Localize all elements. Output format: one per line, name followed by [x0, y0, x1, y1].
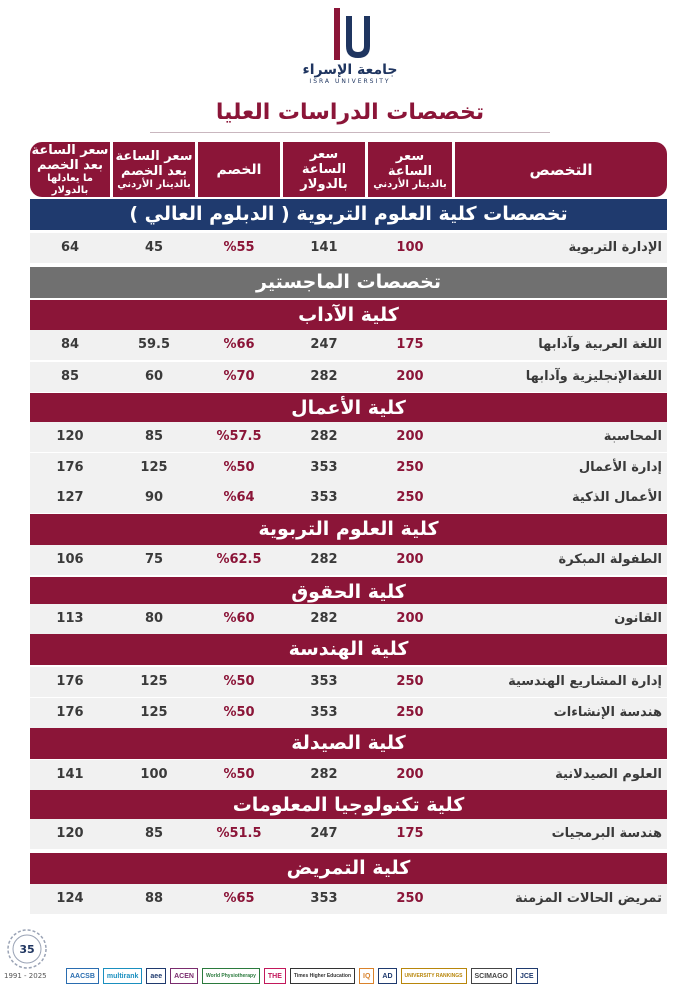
- cell-after-usd: 120: [56, 826, 84, 841]
- table-row: [30, 698, 667, 728]
- table-row: [30, 760, 667, 790]
- header-price-usd: [283, 142, 365, 197]
- cell-after-usd: 113: [56, 611, 84, 626]
- cell-after-usd: 176: [56, 705, 84, 720]
- ranking-logo: THE: [264, 968, 286, 984]
- table-row: [30, 545, 667, 575]
- cell-price-usd: 247: [310, 826, 338, 841]
- logo-arabic-name: جامعة الإسراء: [302, 62, 398, 78]
- cell-discount: %64: [223, 490, 255, 505]
- header-price-jod: [368, 142, 452, 197]
- cell-specialization: المحاسبة: [603, 429, 662, 444]
- cell-after-jod: 45: [144, 240, 164, 255]
- section-banner-masters: تخصصات الماجستير: [30, 267, 667, 298]
- header-after-usd-line1: سعر الساعة: [31, 142, 109, 158]
- ranking-logo: SCIMAGO: [471, 968, 512, 984]
- cell-after-usd: 176: [56, 674, 84, 689]
- cell-price-usd: 353: [310, 891, 338, 906]
- cell-specialization: هندسة الإنشاءات: [553, 705, 662, 720]
- cell-price-jod: 250: [396, 460, 424, 475]
- rankings-logo-strip: [66, 966, 696, 986]
- table-row: [30, 330, 667, 360]
- section-banner-arts: كلية الآداب: [30, 300, 667, 331]
- isra-logo-icon: [320, 6, 380, 62]
- cell-after-jod: 125: [140, 674, 168, 689]
- cell-after-usd: 106: [56, 552, 84, 567]
- section-banner-education: كلية العلوم التربوية: [30, 514, 667, 545]
- cell-after-usd: 85: [60, 369, 80, 384]
- cell-discount: %50: [223, 767, 255, 782]
- ranking-logo: AD: [378, 968, 396, 984]
- cell-discount: %62.5: [216, 552, 262, 567]
- cell-price-usd: 282: [310, 552, 338, 567]
- cell-price-usd: 282: [310, 611, 338, 626]
- anniversary-years: 1991 - 2025: [4, 972, 47, 980]
- table-row: [30, 362, 667, 392]
- cell-price-jod: 200: [396, 611, 424, 626]
- logo-english-name: ISRA UNIVERSITY: [309, 78, 391, 85]
- cell-price-usd: 353: [310, 674, 338, 689]
- table-row: [30, 604, 667, 634]
- cell-discount: %50: [223, 460, 255, 475]
- cell-price-usd: 141: [310, 240, 338, 255]
- cell-after-jod: 125: [140, 460, 168, 475]
- cell-specialization: القانون: [614, 611, 662, 626]
- cell-price-jod: 175: [396, 337, 424, 352]
- cell-after-usd: 127: [56, 490, 84, 505]
- cell-price-jod: 250: [396, 674, 424, 689]
- ranking-logo: AACSB: [66, 968, 99, 984]
- cell-price-usd: 282: [310, 767, 338, 782]
- header-after-discount-jod: [113, 142, 195, 197]
- cell-specialization: الأعمال الذكية: [571, 490, 662, 505]
- cell-specialization: اللغة العربية وآدابها: [538, 337, 662, 352]
- header-price-usd-line2: الساعة: [301, 162, 347, 177]
- cell-after-jod: 60: [144, 369, 164, 384]
- cell-discount: %51.5: [216, 826, 262, 841]
- table-row: [30, 819, 667, 849]
- ranking-logo: IQ: [359, 968, 374, 984]
- cell-after-jod: 85: [144, 826, 164, 841]
- table-row: [30, 884, 667, 914]
- section-banner-nursing: كلية التمريض: [30, 853, 667, 884]
- section-banner-it: كلية تكنولوجيا المعلومات: [30, 790, 667, 821]
- ranking-logo: UNIVERSITY RANKINGS: [401, 968, 467, 984]
- section-banner-higher-diploma: تخصصات كلية العلوم التربوية ( الدبلوم العالي ): [30, 199, 667, 230]
- header-after-discount-usd: [30, 142, 110, 197]
- cell-price-jod: 200: [396, 552, 424, 567]
- table-row: [30, 483, 667, 513]
- cell-specialization: اللغةالإنجليزية وآدابها: [525, 369, 662, 384]
- cell-after-jod: 85: [144, 429, 164, 444]
- cell-after-jod: 125: [140, 705, 168, 720]
- cell-specialization: هندسة البرمجيات: [551, 826, 662, 841]
- cell-price-usd: 282: [310, 429, 338, 444]
- cell-price-usd: 247: [310, 337, 338, 352]
- table-row: [30, 453, 667, 483]
- cell-price-usd: 353: [310, 490, 338, 505]
- header-after-usd-line2: بعد الخصم: [37, 157, 103, 173]
- ranking-logo: JCE: [516, 968, 538, 984]
- cell-after-jod: 100: [140, 767, 168, 782]
- cell-specialization: العلوم الصيدلانية: [555, 767, 662, 782]
- table-row: [30, 233, 667, 263]
- ranking-logo: multirank: [103, 968, 143, 984]
- cell-price-usd: 353: [310, 705, 338, 720]
- section-banner-law: كلية الحقوق: [30, 577, 667, 608]
- cell-discount: %50: [223, 674, 255, 689]
- cell-price-jod: 200: [396, 429, 424, 444]
- table-row: [30, 422, 667, 452]
- cell-specialization: إدارة المشاريع الهندسية: [508, 674, 662, 689]
- cell-price-jod: 250: [396, 891, 424, 906]
- section-banner-pharmacy: كلية الصيدلة: [30, 728, 667, 759]
- cell-discount: %60: [223, 611, 255, 626]
- title-divider: [150, 132, 550, 133]
- cell-after-jod: 80: [144, 611, 164, 626]
- section-banner-engineering: كلية الهندسة: [30, 634, 667, 665]
- anniversary-emblem: [6, 928, 48, 970]
- cell-discount: %66: [223, 337, 255, 352]
- cell-specialization: إدارة الأعمال: [578, 460, 662, 475]
- header-price-usd-line1: سعر: [309, 147, 339, 162]
- university-logo: [300, 6, 400, 94]
- cell-discount: %70: [223, 369, 255, 384]
- header-price-usd-line3: بالدولار: [300, 177, 348, 192]
- header-price-jod-line1: سعر: [395, 148, 425, 164]
- ranking-logo: Times Higher Education: [290, 968, 355, 984]
- cell-price-jod: 100: [396, 240, 424, 255]
- page-title: تخصصات الدراسات العليا: [215, 100, 485, 125]
- section-banner-business: كلية الأعمال: [30, 393, 667, 424]
- cell-after-usd: 84: [60, 337, 80, 352]
- cell-specialization: تمريض الحالات المزمنة: [514, 891, 662, 906]
- cell-after-jod: 88: [144, 891, 164, 906]
- cell-after-usd: 120: [56, 429, 84, 444]
- header-discount: الخصم: [198, 142, 280, 197]
- header-after-jod-line1: سعر الساعة: [115, 148, 193, 164]
- cell-after-jod: 59.5: [137, 337, 171, 352]
- header-price-jod-line2: الساعة: [387, 163, 433, 179]
- cell-after-jod: 75: [144, 552, 164, 567]
- cell-specialization: الإدارة التربوية: [568, 240, 662, 255]
- cell-price-usd: 282: [310, 369, 338, 384]
- cell-after-usd: 124: [56, 891, 84, 906]
- cell-price-jod: 250: [396, 490, 424, 505]
- cell-discount: %65: [223, 891, 255, 906]
- cell-price-usd: 353: [310, 460, 338, 475]
- cell-after-usd: 141: [56, 767, 84, 782]
- anniversary-seal-icon: [6, 928, 48, 970]
- cell-price-jod: 250: [396, 705, 424, 720]
- cell-after-usd: 176: [56, 460, 84, 475]
- cell-discount: %50: [223, 705, 255, 720]
- cell-price-jod: 175: [396, 826, 424, 841]
- cell-price-jod: 200: [396, 369, 424, 384]
- ranking-logo: World Physiotherapy: [202, 968, 260, 984]
- header-specialization: التخصص: [455, 142, 667, 197]
- header-after-jod-line3: بالدينار الأردني: [117, 178, 191, 190]
- header-after-jod-line2: بعد الخصم: [121, 163, 187, 179]
- anniversary-number: 35: [19, 943, 35, 956]
- ranking-logo: ACEN: [170, 968, 198, 984]
- cell-price-jod: 200: [396, 767, 424, 782]
- header-price-jod-line3: بالدينار الأردني: [373, 178, 447, 190]
- cell-discount: %55: [223, 240, 255, 255]
- table-row: [30, 667, 667, 697]
- cell-specialization: الطفولة المبكرة: [558, 552, 662, 567]
- ranking-logo: aee: [146, 968, 166, 984]
- cell-after-usd: 64: [60, 240, 80, 255]
- cell-after-jod: 90: [144, 490, 164, 505]
- header-after-usd-line3: ما يعادلها بالدولار: [47, 172, 93, 196]
- cell-discount: %57.5: [216, 429, 262, 444]
